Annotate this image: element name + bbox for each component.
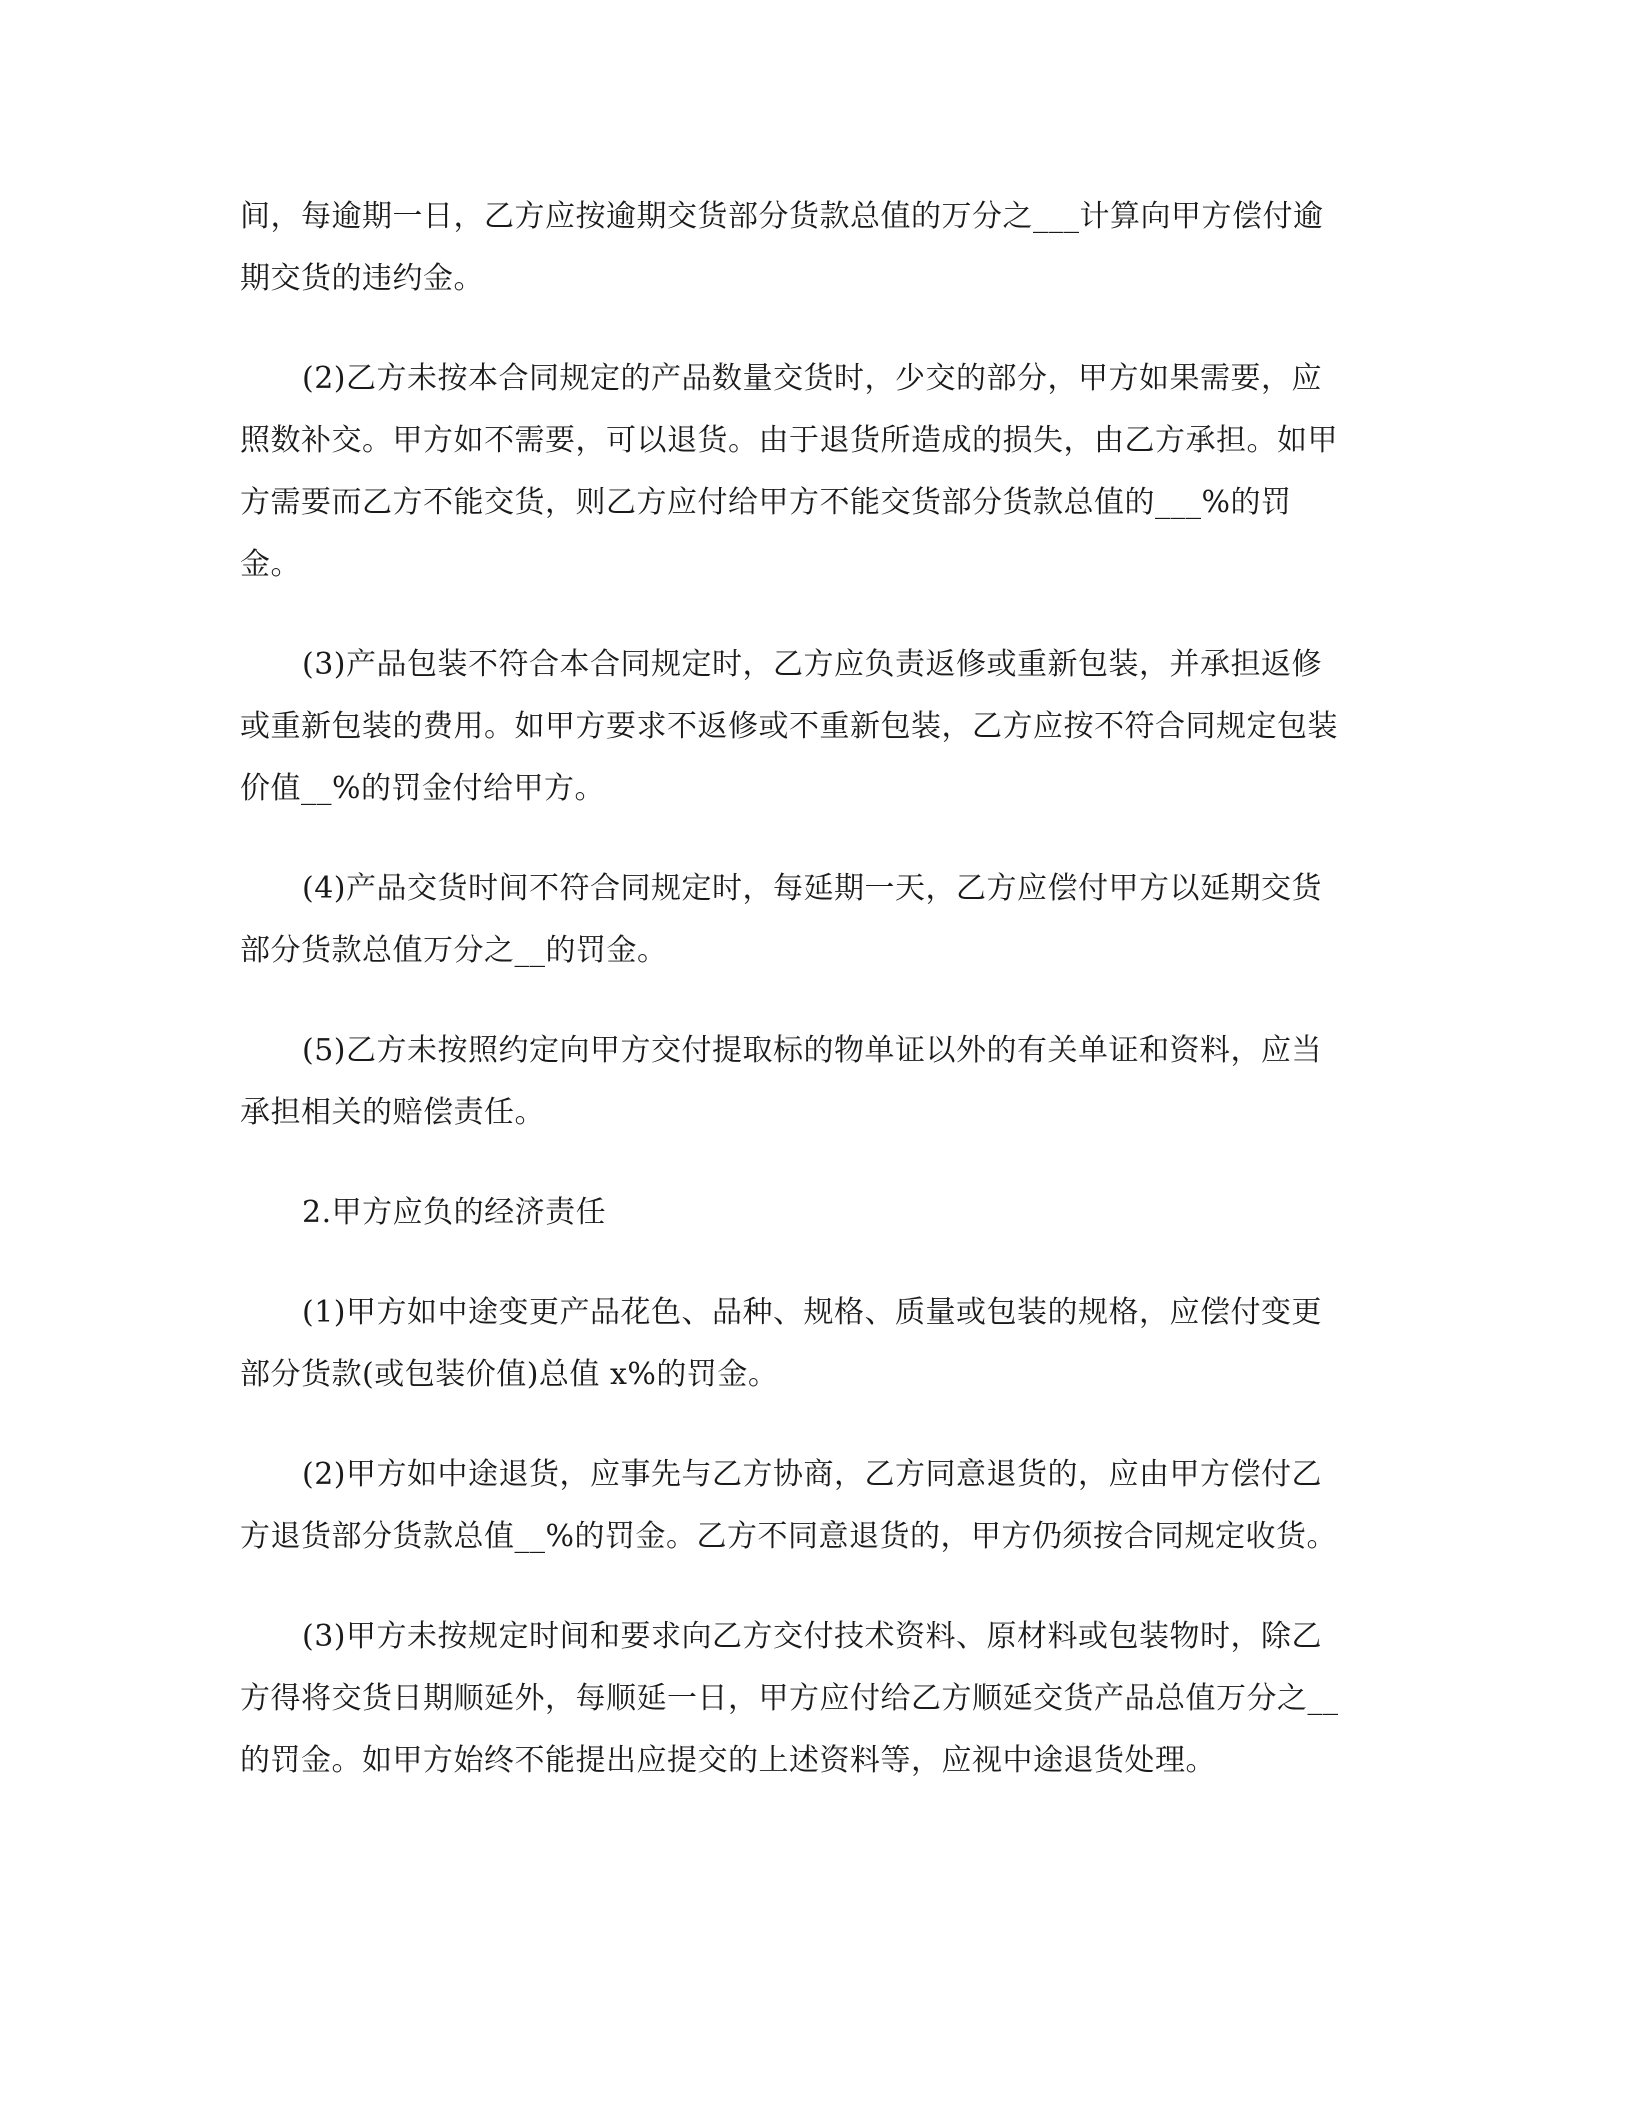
paragraph-line: (3)产品包装不符合本合同规定时，乙方应负责返修或重新包装，并承担返修 — [302, 647, 1322, 682]
paragraph — [240, 1282, 1390, 1406]
paragraph-line: 的罚金。如甲方始终不能提出应提交的上述资料等，应视中途退货处理。 — [240, 1743, 1216, 1778]
paragraph-line: 承担相关的赔偿责任。 — [240, 1095, 545, 1130]
paragraph — [240, 1444, 1390, 1568]
paragraph — [240, 1606, 1390, 1792]
paragraph-line: 方需要而乙方不能交货，则乙方应付给甲方不能交货部分货款总值的___%的罚 — [240, 485, 1292, 520]
paragraph-line: (1)甲方如中途变更产品花色、品种、规格、质量或包装的规格，应偿付变更 — [302, 1295, 1322, 1330]
paragraph-line: 期交货的违约金。 — [240, 261, 484, 296]
document-body — [240, 186, 1390, 1830]
paragraph-line: 价值__%的罚金付给甲方。 — [240, 771, 606, 806]
section-heading — [240, 1182, 1390, 1244]
paragraph-line: 部分货款(或包装价值)总值 x%的罚金。 — [240, 1357, 779, 1392]
paragraph — [240, 1020, 1390, 1144]
paragraph-line: 或重新包装的费用。如甲方要求不返修或不重新包装，乙方应按不符合同规定包装 — [240, 709, 1338, 744]
paragraph-line: (3)甲方未按规定时间和要求向乙方交付技术资料、原材料或包装物时，除乙 — [302, 1619, 1322, 1654]
paragraph — [240, 858, 1390, 982]
paragraph-line: 方得将交货日期顺延外，每顺延一日，甲方应付给乙方顺延交货产品总值万分之__ — [240, 1681, 1339, 1716]
paragraph-line: 金。 — [240, 547, 301, 582]
paragraph-line: 照数补交。甲方如不需要，可以退货。由于退货所造成的损失，由乙方承担。如甲 — [240, 423, 1338, 458]
paragraph-line: 2.甲方应负的经济责任 — [302, 1195, 607, 1230]
paragraph-line: (4)产品交货时间不符合同规定时，每延期一天，乙方应偿付甲方以延期交货 — [302, 871, 1322, 906]
paragraph — [240, 634, 1390, 820]
paragraph-line: 方退货部分货款总值__%的罚金。乙方不同意退货的，甲方仍须按合同规定收货。 — [240, 1519, 1338, 1554]
paragraph — [240, 348, 1390, 596]
paragraph-line: (5)乙方未按照约定向甲方交付提取标的物单证以外的有关单证和资料，应当 — [302, 1033, 1322, 1068]
paragraph-line: 部分货款总值万分之__的罚金。 — [240, 933, 668, 968]
paragraph-line: (2)甲方如中途退货，应事先与乙方协商，乙方同意退货的，应由甲方偿付乙 — [302, 1457, 1322, 1492]
paragraph — [240, 186, 1390, 310]
paragraph-line: (2)乙方未按本合同规定的产品数量交货时，少交的部分，甲方如果需要，应 — [302, 361, 1322, 396]
paragraph-line: 间，每逾期一日，乙方应按逾期交货部分货款总值的万分之___计算向甲方偿付逾 — [240, 199, 1324, 234]
